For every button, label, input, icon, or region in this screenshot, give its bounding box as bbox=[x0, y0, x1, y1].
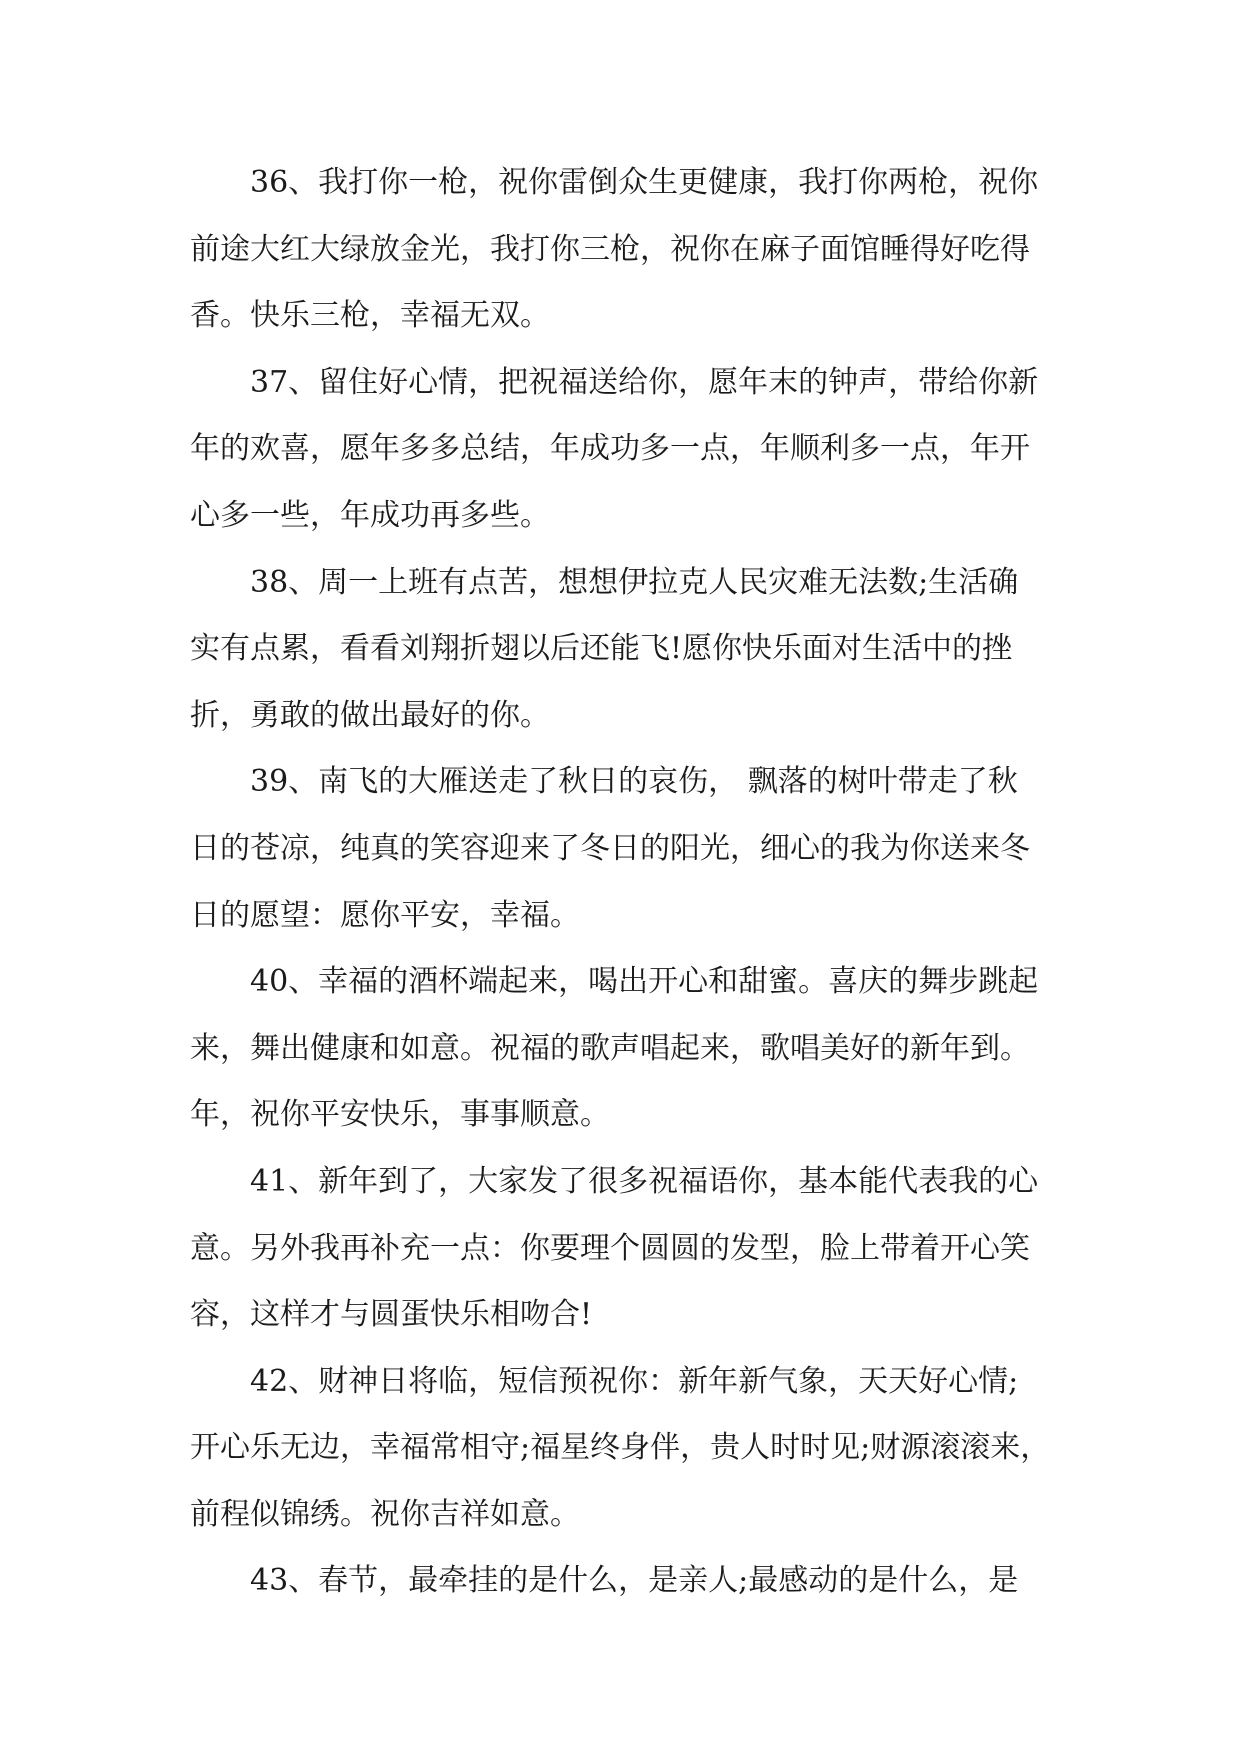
paragraph-line: 容，这样才与圆蛋快乐相吻合! bbox=[190, 1297, 593, 1333]
paragraph-line: 日的苍凉，纯真的笑容迎来了冬日的阳光，细心的我为你送来冬 bbox=[190, 830, 1030, 866]
paragraph-line: 前途大红大绿放金光，我打你三枪，祝你在麻子面馆睡得好吃得 bbox=[190, 231, 1030, 267]
paragraph-line: 39、南飞的大雁送走了秋日的哀伤， 飘落的树叶带走了秋 bbox=[250, 764, 1018, 800]
paragraph-37 bbox=[190, 350, 1090, 550]
paragraph-36 bbox=[190, 150, 1090, 350]
paragraph-line: 年，祝你平安快乐，事事顺意。 bbox=[190, 1097, 610, 1133]
paragraph-line: 40、幸福的酒杯端起来，喝出开心和甜蜜。喜庆的舞步跳起 bbox=[250, 964, 1039, 1000]
paragraph-40 bbox=[190, 949, 1090, 1149]
paragraph-line: 38、周一上班有点苦，想想伊拉克人民灾难无法数;生活确 bbox=[250, 564, 1019, 600]
paragraph-line: 折，勇敢的做出最好的你。 bbox=[190, 697, 550, 733]
paragraph-line: 开心乐无边，幸福常相守;福星终身伴，贵人时时见;财源滚滚来， bbox=[190, 1430, 1051, 1466]
paragraph-39 bbox=[190, 749, 1090, 949]
document-body bbox=[190, 150, 1090, 1615]
paragraph-line: 年的欢喜，愿年多多总结，年成功多一点，年顺利多一点，年开 bbox=[190, 431, 1030, 467]
paragraph-line: 41、新年到了，大家发了很多祝福语你，基本能代表我的心 bbox=[250, 1163, 1039, 1199]
paragraph-41 bbox=[190, 1149, 1090, 1349]
paragraph-line: 42、财神日将临，短信预祝你：新年新气象，天天好心情; bbox=[250, 1363, 1019, 1399]
paragraph-43 bbox=[190, 1548, 1090, 1615]
paragraph-line: 心多一些，年成功再多些。 bbox=[190, 497, 550, 533]
paragraph-line: 意。另外我再补充一点：你要理个圆圆的发型，脸上带着开心笑 bbox=[190, 1230, 1030, 1266]
paragraph-line: 前程似锦绣。祝你吉祥如意。 bbox=[190, 1496, 580, 1532]
paragraph-line: 37、留住好心情，把祝福送给你，愿年末的钟声，带给你新 bbox=[250, 364, 1039, 400]
paragraph-line: 43、春节，最牵挂的是什么，是亲人;最感动的是什么，是 bbox=[250, 1563, 1019, 1599]
paragraph-line: 实有点累，看看刘翔折翅以后还能飞!愿你快乐面对生活中的挫 bbox=[190, 631, 1013, 667]
paragraph-38 bbox=[190, 550, 1090, 750]
paragraph-line: 来，舞出健康和如意。祝福的歌声唱起来，歌唱美好的新年到。 bbox=[190, 1030, 1030, 1066]
paragraph-42 bbox=[190, 1349, 1090, 1549]
paragraph-line: 日的愿望：愿你平安，幸福。 bbox=[190, 897, 580, 933]
paragraph-line: 香。快乐三枪，幸福无双。 bbox=[190, 298, 550, 334]
paragraph-line: 36、我打你一枪，祝你雷倒众生更健康，我打你两枪，祝你 bbox=[250, 165, 1039, 200]
